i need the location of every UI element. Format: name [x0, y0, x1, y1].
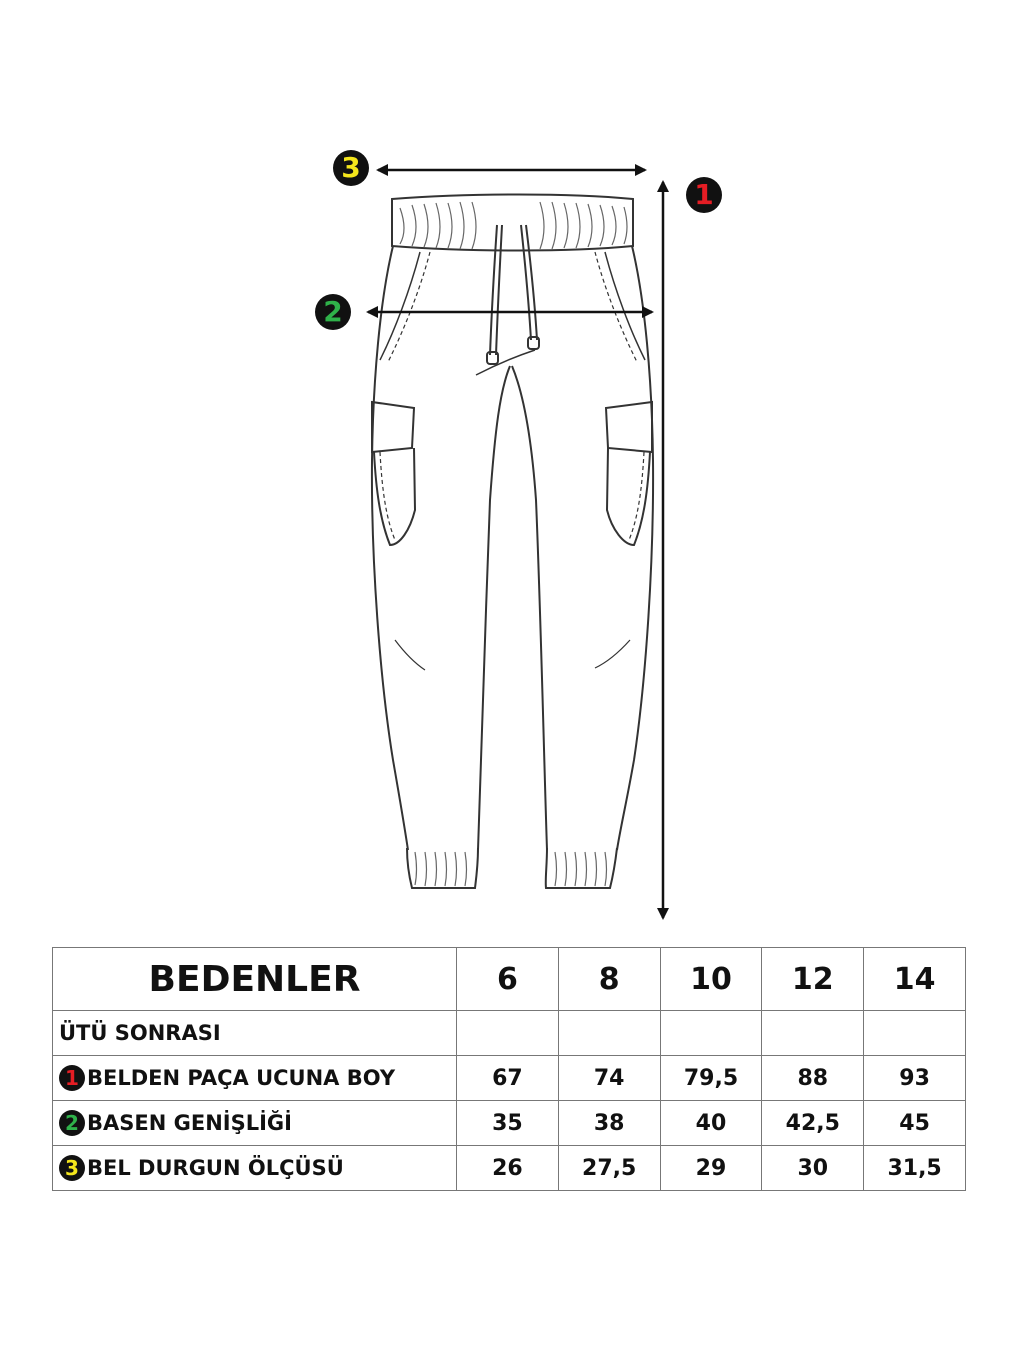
table-cell: 29 — [660, 1146, 762, 1191]
table-cell: 93 — [864, 1056, 966, 1101]
table-cell: 88 — [762, 1056, 864, 1101]
table-subtitle: ÜTÜ SONRASI — [53, 1011, 457, 1056]
empty-cell — [660, 1011, 762, 1056]
table-row — [53, 1101, 966, 1146]
size-header: 14 — [864, 948, 966, 1011]
row-label: 1 BELDEN PAÇA UCUNA BOY — [53, 1056, 457, 1101]
waistband — [392, 195, 633, 251]
table-cell: 74 — [558, 1056, 660, 1101]
table-cell: 26 — [457, 1146, 559, 1191]
table-cell: 67 — [457, 1056, 559, 1101]
size-table — [52, 947, 966, 1191]
table-cell: 79,5 — [660, 1056, 762, 1101]
badge-1-icon: 1 — [59, 1065, 85, 1091]
empty-cell — [864, 1011, 966, 1056]
badge-2-icon: 2 — [59, 1110, 85, 1136]
size-header: 8 — [558, 948, 660, 1011]
empty-cell — [558, 1011, 660, 1056]
table-row — [53, 1056, 966, 1101]
table-cell: 30 — [762, 1146, 864, 1191]
drawstrings — [476, 225, 539, 375]
subtitle-row — [53, 1011, 966, 1056]
row-label: 3 BEL DURGUN ÖLÇÜSÜ — [53, 1146, 457, 1191]
size-header: 12 — [762, 948, 864, 1011]
table-cell: 40 — [660, 1101, 762, 1146]
badge-3-icon: 3 — [59, 1155, 85, 1181]
empty-cell — [762, 1011, 864, 1056]
table-cell: 27,5 — [558, 1146, 660, 1191]
table-cell: 42,5 — [762, 1101, 864, 1146]
table-cell: 35 — [457, 1101, 559, 1146]
table-title: BEDENLER — [53, 948, 457, 1011]
badge-1-icon: 1 — [686, 177, 722, 213]
table-cell: 31,5 — [864, 1146, 966, 1191]
table-row — [53, 1146, 966, 1191]
row-label: 2 BASEN GENİŞLİĞİ — [53, 1101, 457, 1146]
table-cell: 38 — [558, 1101, 660, 1146]
badge-3-icon: 3 — [333, 150, 369, 186]
size-header: 10 — [660, 948, 762, 1011]
table-cell: 45 — [864, 1101, 966, 1146]
badge-2-icon: 2 — [315, 294, 351, 330]
empty-cell — [457, 1011, 559, 1056]
size-header: 6 — [457, 948, 559, 1011]
size-header-row — [53, 948, 966, 1011]
pants-outline — [372, 246, 653, 888]
